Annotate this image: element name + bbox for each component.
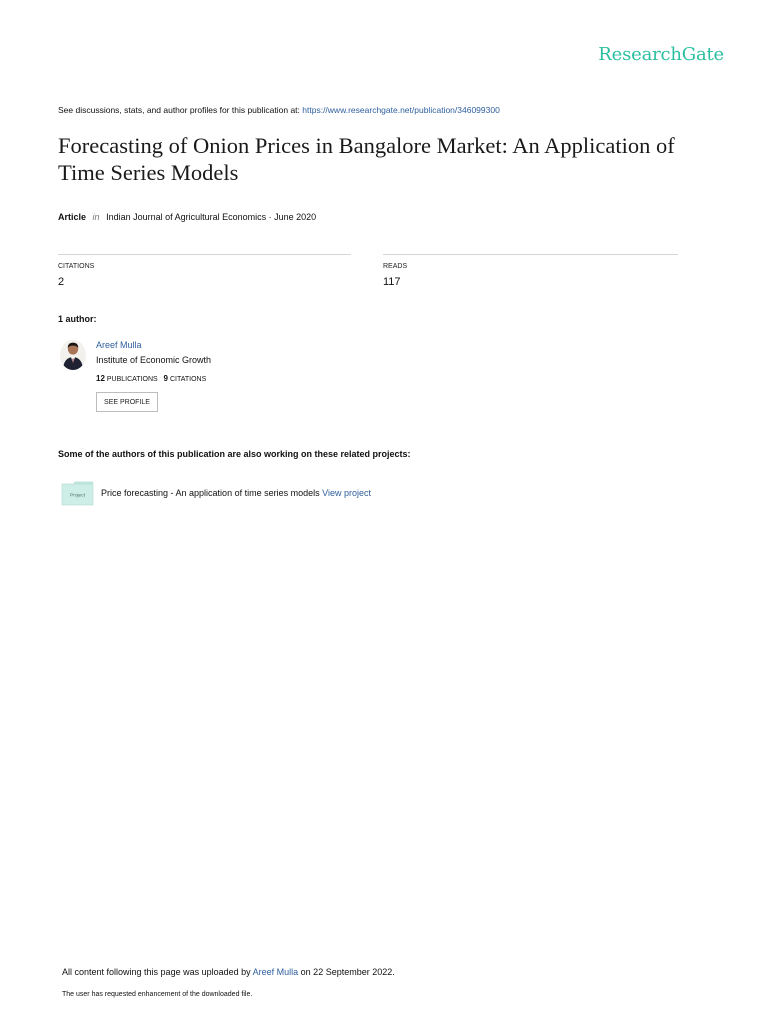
author-publications-count: 12: [96, 374, 105, 383]
project-folder-icon: [61, 480, 94, 506]
citations-label: CITATIONS: [58, 263, 95, 270]
author-citations-label: CITATIONS: [169, 376, 207, 383]
upload-note: [62, 967, 395, 977]
author-avatar[interactable]: [60, 340, 86, 370]
discussion-line: [58, 105, 500, 115]
publication-title: Forecasting of Onion Prices in Bangalore Market: An Application of Time Series Models: [58, 133, 675, 185]
author-stats: [96, 374, 206, 383]
reads-divider: [383, 254, 678, 255]
reads-label: READS: [383, 263, 408, 270]
citations-divider: [58, 254, 351, 255]
meta-in: in: [92, 212, 100, 222]
reads-value: 117: [383, 276, 401, 288]
citations-value: 2: [58, 276, 65, 288]
author-name-link[interactable]: Areef Mulla: [96, 340, 142, 350]
author-publications-label: PUBLICATIONS: [106, 376, 158, 383]
publication-meta: [58, 212, 316, 222]
upload-note-suffix: on 22 September 2022.: [298, 967, 395, 977]
project-icon-label: Project: [70, 493, 85, 499]
see-profile-button[interactable]: SEE PROFILE: [96, 392, 158, 412]
project-title: Price forecasting - An application of time series models: [101, 488, 320, 498]
related-project: [101, 488, 371, 498]
upload-note-prefix: All content following this page was uploaded by: [62, 967, 253, 977]
related-projects-heading: Some of the authors of this publication are also working on these related projects:: [58, 449, 411, 459]
journal-info: Indian Journal of Agricultural Economics · June 2020: [106, 212, 317, 222]
person-icon: [60, 340, 86, 370]
discussion-prefix: See discussions, stats, and author profiles for this publication at:: [58, 105, 303, 115]
researchgate-logo[interactable]: ResearchGate: [598, 44, 724, 65]
uploader-link[interactable]: Areef Mulla: [252, 967, 299, 977]
publication-type: Article: [58, 212, 87, 222]
publication-url-link[interactable]: https://www.researchgate.net/publication/346099300: [302, 105, 500, 115]
author-institution: Institute of Economic Growth: [96, 355, 212, 365]
author-citations-count: 9: [163, 374, 168, 383]
authors-count: 1 author:: [58, 314, 97, 324]
view-project-link[interactable]: View project: [322, 488, 371, 498]
enhancement-note: The user has requested enhancement of the downloaded file.: [62, 991, 253, 998]
